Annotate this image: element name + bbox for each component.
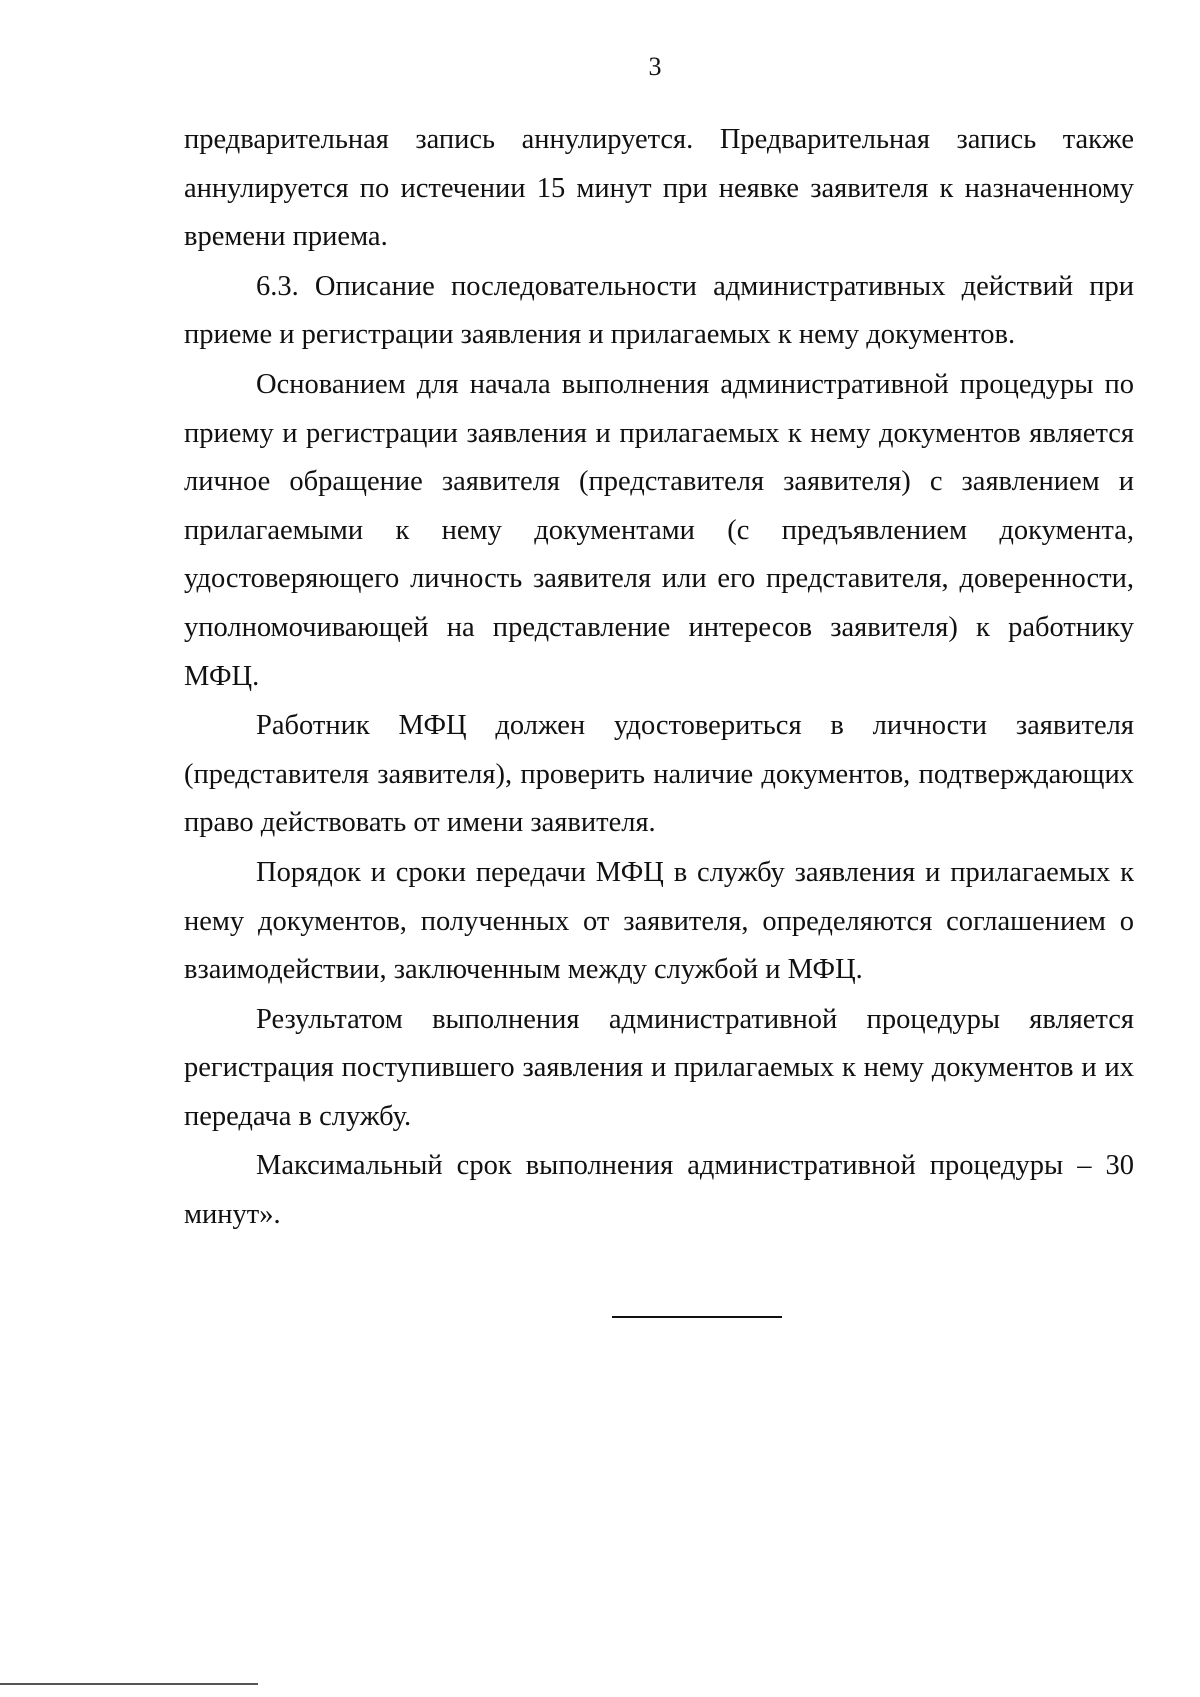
scan-edge-line	[0, 1683, 258, 1685]
page-number: 3	[648, 52, 662, 81]
paragraph-result: Результатом выполнения административной процедуры является регистрация поступившего заявления и прилагаемых к нему документов и их передача в службу.	[184, 1003, 1134, 1132]
paragraph-continuation: предварительная запись аннулируется. Предварительная запись также аннулируется по истечении 15 минут при неявке заявителя к назначенному времени приема.	[184, 124, 1134, 253]
paragraph-max-time: Максимальный срок выполнения административной процедуры – 30 минут».	[184, 1150, 1134, 1231]
closing-rule	[612, 1316, 782, 1318]
paragraph-section-6-3: 6.3. Описание последовательности административных действий при приеме и регистрации заявления и прилагаемых к нему документов.	[184, 270, 1134, 351]
paragraph-grounds: Основанием для начала выполнения административной процедуры по приему и регистрации заявления и прилагаемых к нему документов является личное обращение заявителя (представителя заявителя) с заявлением и прилагаемыми к нему документами (с предъявлением документа, удостоверяющего личность заявителя или его представителя, доверенности, уполномочивающей на представление интересов заявителя) к работнику МФЦ.	[184, 368, 1134, 692]
paragraph-mfc-worker: Работник МФЦ должен удостовериться в личности заявителя (представителя заявителя), проверить наличие документов, подтверждающих право действовать от имени заявителя.	[184, 710, 1134, 839]
paragraph-transfer-order: Порядок и сроки передачи МФЦ в службу заявления и прилагаемых к нему документов, полученных от заявителя, определяются соглашением о взаимодействии, заключенным между службой и МФЦ.	[184, 856, 1134, 986]
document-body	[184, 116, 1134, 1240]
